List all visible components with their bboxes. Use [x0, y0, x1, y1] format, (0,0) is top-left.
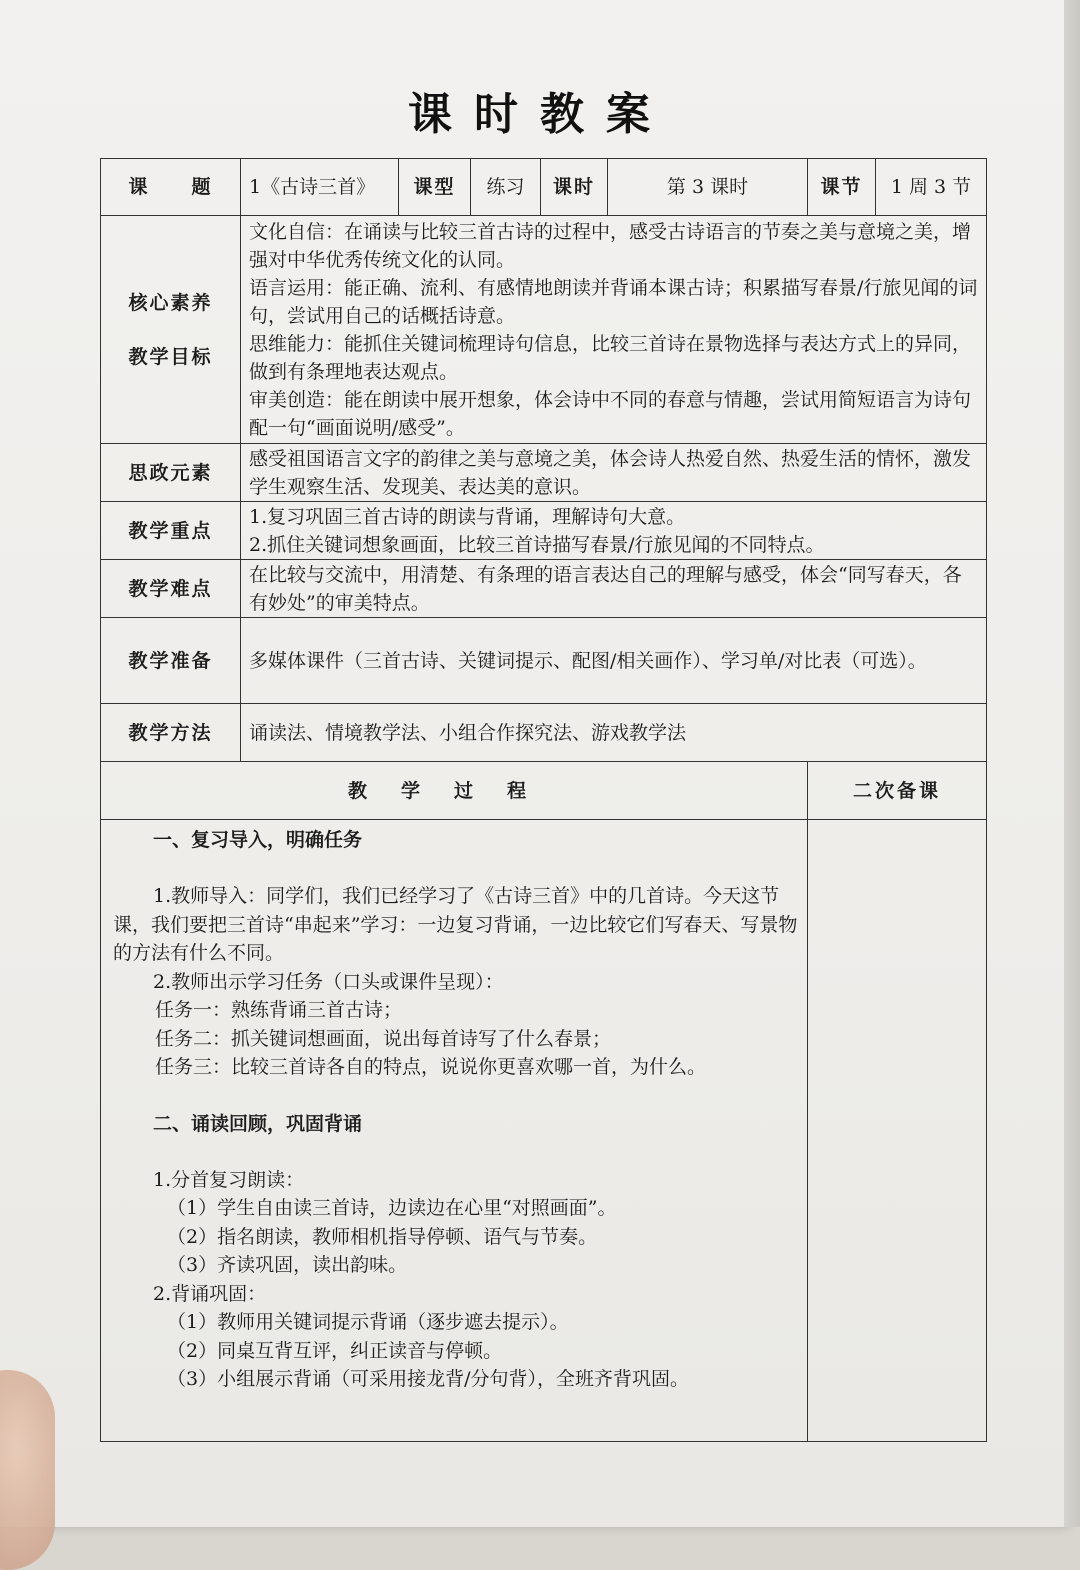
preparation-text: 多媒体课件（三首古诗、关键词提示、配图/相关画作）、学习单/对比表（可选）。	[241, 618, 987, 704]
type-label: 课型	[399, 159, 471, 216]
key-points-label: 教学重点	[101, 502, 241, 560]
period-label: 课时	[541, 159, 608, 216]
section2-sub2: 2.背诵巩固：	[153, 1282, 267, 1305]
key-points-content	[241, 502, 987, 560]
methods-label: 教学方法	[101, 704, 241, 762]
task-1: 任务一：熟练背诵三首古诗；	[155, 999, 403, 1021]
methods-row	[101, 704, 987, 762]
objective-aesthetic: 审美创造：能在朗读中展开想象，体会诗中不同的春意与情趣，尝试用简短语言为诗句配一句“画面说明/感受”。	[249, 388, 972, 439]
topic-label: 课 题	[101, 159, 241, 216]
topic-value: 1《古诗三首》	[241, 159, 399, 216]
key-points-row	[101, 502, 987, 560]
sub2-item-1: （1）教师用关键词提示背诵（逐步遮去提示）。	[167, 1311, 569, 1333]
process-header: 教学过程	[101, 762, 808, 820]
objective-language: 语言运用：能正确、流利、有感情地朗读并背诵本课古诗；积累描写春景/行旅见闻的词句，尝试用自己的话概括诗意。	[249, 276, 978, 327]
preparation-row	[101, 618, 987, 704]
objectives-label-line2: 教学目标	[128, 345, 213, 368]
ideology-label: 思政元素	[101, 444, 241, 502]
lesson-plan-table	[100, 158, 987, 1442]
objective-culture: 文化自信：在诵读与比较三首古诗的过程中，感受古诗语言的节奏之美与意境之美，增强对中华优秀传统文化的认同。	[249, 220, 972, 271]
difficulties-text: 在比较与交流中，用清楚、有条理的语言表达自己的理解与感受，体会“同写春天，各有妙处”的审美特点。	[241, 560, 987, 618]
page-title: 课时教案	[408, 89, 672, 140]
difficulties-label: 教学难点	[101, 560, 241, 618]
period-value: 第 3 课时	[608, 159, 808, 216]
section1-para1: 1.教师导入：同学们，我们已经学习了《古诗三首》中的几首诗。今天这节课，我们要把三首诗“串起来”学习：一边复习背诵，一边比较它们写春天、写景物的方法有什么不同。	[113, 885, 798, 964]
methods-text: 诵读法、情境教学法、小组合作探究法、游戏教学法	[241, 704, 987, 762]
paper-stack-edge	[1064, 0, 1080, 1527]
ideology-text: 感受祖国语言文字的韵律之美与意境之美，体会诗人热爱自然、热爱生活的情怀，激发学生观察生活、发现美、表达美的意识。	[241, 444, 987, 502]
objectives-label	[101, 216, 241, 444]
objective-thinking: 思维能力：能抓住关键词梳理诗句信息，比较三首诗在景物选择与表达方式上的异同，做到有条理地表达观点。	[249, 332, 972, 383]
section2-title: 二、诵读回顾，巩固背诵	[153, 1112, 363, 1135]
ideology-row	[101, 444, 987, 502]
sub2-item-2: （2）同桌互背互评，纠正读音与停顿。	[167, 1339, 503, 1362]
sub1-item-2: （2）指名朗读，教师相机指导停顿、语气与节奏。	[167, 1225, 598, 1248]
task-3: 任务三：比较三首诗各自的特点，说说你更喜欢哪一首，为什么。	[155, 1056, 707, 1078]
section1-para2: 2.教师出示学习任务（口头或课件呈现）：	[153, 970, 504, 993]
key-point-2: 2.抓住关键词想象画面，比较三首诗描写春景/行旅见闻的不同特点。	[249, 533, 825, 556]
sub2-item-3: （3）小组展示背诵（可采用接龙背/分句背），全班齐背巩固。	[167, 1368, 689, 1390]
second-prep-notes-area	[808, 820, 987, 1442]
sub1-item-3: （3）齐读巩固，读出韵味。	[167, 1254, 408, 1276]
key-point-1: 1.复习巩固三首古诗的朗读与背诵，理解诗句大意。	[249, 505, 686, 528]
process-header-row	[101, 762, 987, 820]
section2-sub1: 1.分首复习朗读：	[153, 1168, 305, 1191]
thumb-in-frame	[0, 1370, 55, 1570]
task-2: 任务二：抓关键词想画面，说出每首诗写了什么春景；	[155, 1027, 612, 1050]
objectives-content	[241, 216, 987, 444]
objectives-row	[101, 216, 987, 444]
section1-title: 一、复习导入，明确任务	[153, 829, 363, 851]
process-content	[101, 820, 808, 1442]
section-label: 课节	[808, 159, 876, 216]
preparation-label: 教学准备	[101, 618, 241, 704]
header-row	[101, 159, 987, 216]
second-prep-header: 二次备课	[808, 762, 987, 820]
section-value: 1 周 3 节	[876, 159, 987, 216]
sub1-item-1: （1）学生自由读三首诗，边读边在心里“对照画面”。	[167, 1197, 617, 1219]
process-body-row	[101, 820, 987, 1442]
objectives-label-line1: 核心素养	[128, 291, 213, 314]
type-value: 练习	[471, 159, 541, 216]
difficulties-row	[101, 560, 987, 618]
